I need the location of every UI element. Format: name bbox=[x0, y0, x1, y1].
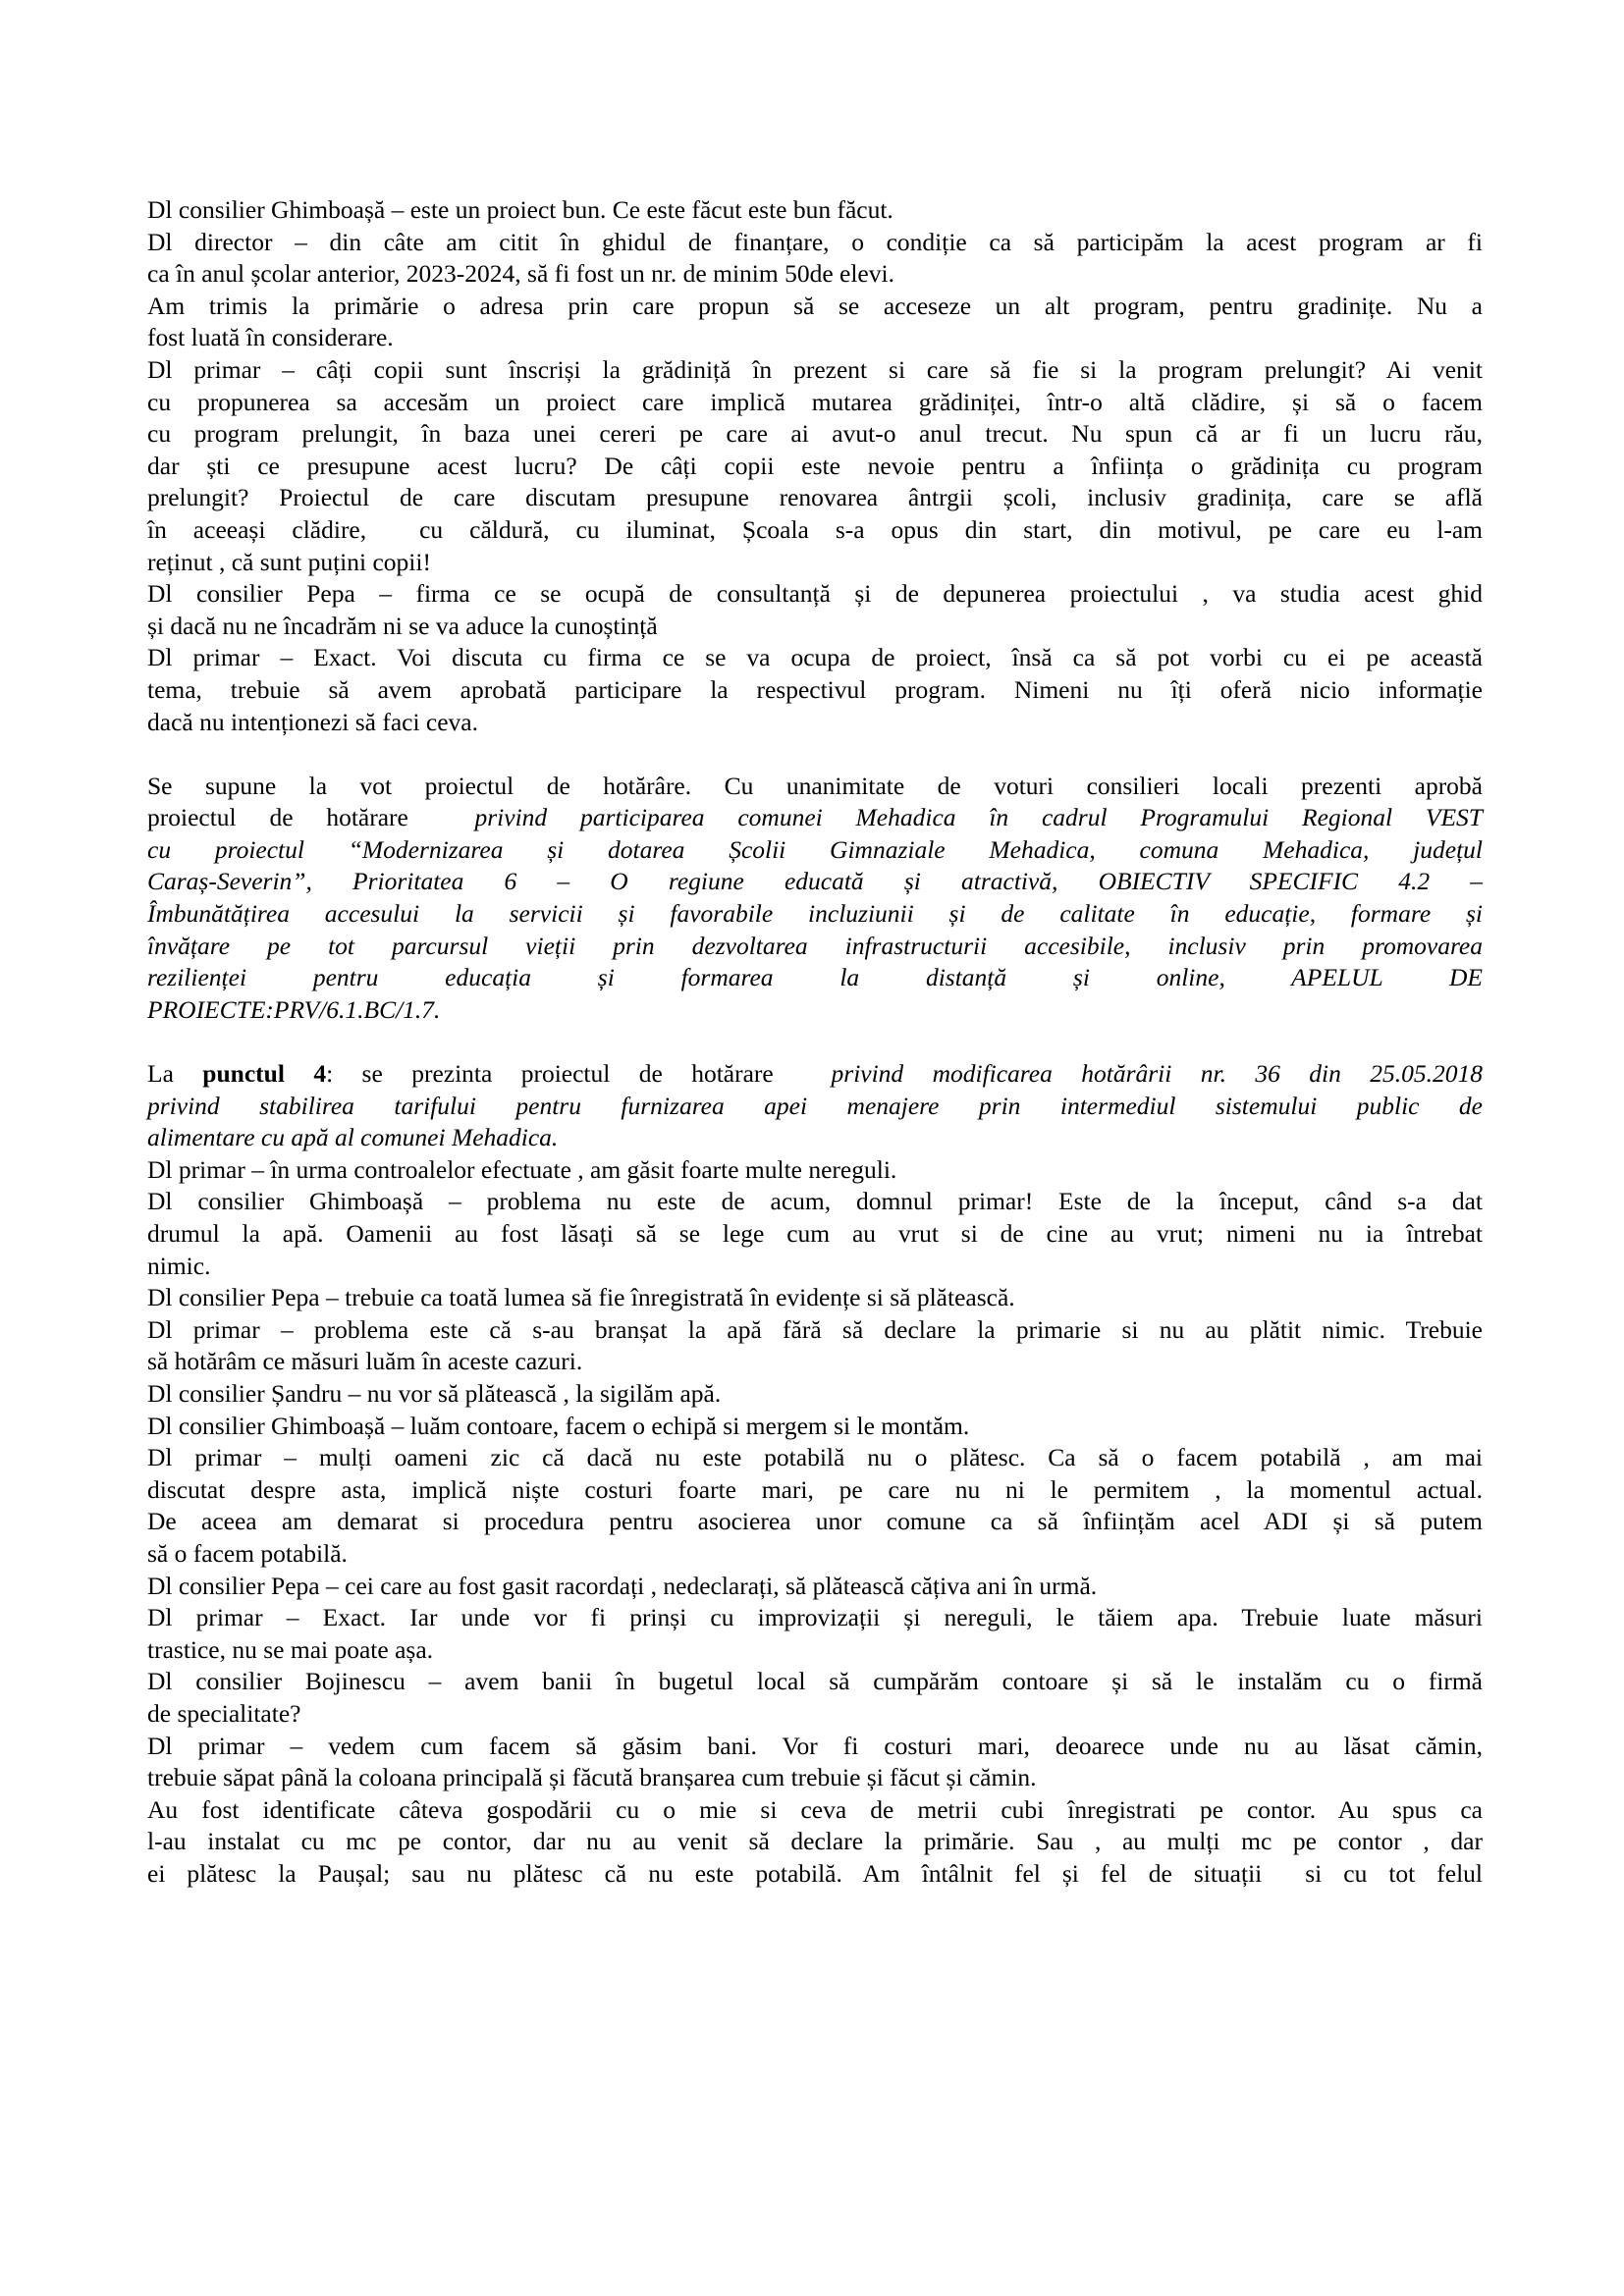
vote-paragraph bbox=[147, 771, 1483, 1027]
text-line bbox=[147, 834, 1483, 867]
text-line bbox=[147, 1218, 1483, 1251]
paragraph-gap bbox=[147, 738, 1483, 771]
text-run: trebuie săpat până la coloana principală și făcută branșarea cum trebuie și făcut și cămin. bbox=[147, 1763, 1037, 1792]
italic-text: Caraș-Severin”, Prioritatea 6 – O regiune educată și atractivă, OBIECTIV SPECIFIC 4.2 – bbox=[147, 867, 1483, 896]
text-run: Se supune la vot proiectul de hotărâre. Cu unanimitate de voturi consilieri locali prezenti aprobă bbox=[147, 771, 1483, 800]
text-line bbox=[147, 1154, 1483, 1187]
text-run: : se prezinta proiectul de hotărare bbox=[326, 1059, 832, 1089]
text-run: nimic. bbox=[147, 1251, 211, 1280]
text-run: De aceea am demarat si procedura pentru asocierea unor comune ca să înființăm acel ADI și să putem bbox=[147, 1507, 1483, 1536]
text-line bbox=[147, 1091, 1483, 1123]
text-line bbox=[147, 1411, 1483, 1443]
text-line bbox=[147, 1314, 1483, 1347]
text-line bbox=[147, 1794, 1483, 1827]
text-line bbox=[147, 1538, 1483, 1571]
italic-text: PROIECTE:PRV/6.1.BC/1.7. bbox=[147, 994, 441, 1024]
text-line: Dl consilier Ghimboașă – este un proiect bun. Ce este făcut este bun făcut. bbox=[147, 195, 893, 224]
italic-text: privind modificarea hotărârii nr. 36 din 25.05.2018 bbox=[831, 1059, 1483, 1089]
text-line: în aceeași clădire, cu căldură, cu iluminat, Școala s-a opus din start, din motivul, pe care eu l-am bbox=[147, 514, 1483, 544]
document-page bbox=[147, 194, 1483, 1890]
text-line: dar ști ce presupune acest lucru? De câți copii este nevoie pentru a înființa o grădinița cu program bbox=[147, 451, 1483, 480]
text-run: să hotărâm ce măsuri luăm în aceste cazuri. bbox=[147, 1347, 583, 1376]
text-run: Au fost identificate câteva gospodării cu o mie si ceva de metrii cubi înregistrati pe contor. Au spus ca bbox=[147, 1794, 1483, 1824]
text-run: Dl primar – mulți oameni zic că dacă nu este potabilă nu o plătesc. Ca să o facem potabilă , am mai bbox=[147, 1443, 1483, 1472]
text-line: ca în anul școlar anterior, 2023-2024, să fi fost un nr. de minim 50de elevi. bbox=[147, 259, 894, 289]
discussion-block-point-3 bbox=[147, 194, 1483, 738]
italic-text: rezilienței pentru educația și formarea la distanță și online, APELUL DE bbox=[147, 963, 1483, 992]
text-line bbox=[147, 1282, 1483, 1314]
text-line: fost luată în considerare. bbox=[147, 323, 394, 352]
text-line: cu program prelungit, în baza unei cereri pe care ai avut-o anul trecut. Nu spun că ar fi un lucru rău, bbox=[147, 419, 1483, 449]
text-run: proiectul de hotărare bbox=[147, 803, 475, 832]
text-line bbox=[147, 1506, 1483, 1538]
text-run: discutat despre asta, implică niște costuri foarte mari, pe care nu ni le permitem , la momentul actual. bbox=[147, 1474, 1483, 1504]
text-line bbox=[147, 1762, 1483, 1794]
point-4-section bbox=[147, 1058, 1483, 1890]
italic-text: învățare pe tot parcursul vieții prin dezvoltarea infrastructurii accesibile, inclusiv prin promovarea bbox=[147, 931, 1483, 960]
text-line: reținut , că sunt puțini copii! bbox=[147, 547, 431, 576]
text-line bbox=[147, 866, 1483, 898]
text-run: de specialitate? bbox=[147, 1698, 301, 1728]
text-line: Dl director – din câte am citit în ghidul de finanțare, o condiție ca să participăm la acest program ar fi bbox=[147, 227, 1483, 256]
italic-text: privind participarea comunei Mehadica în cadrul Programului Regional VEST bbox=[474, 803, 1483, 832]
text-line: Dl consilier Pepa – firma ce se ocupă de consultanță și de depunerea proiectului , va studia acest ghid bbox=[147, 579, 1483, 609]
text-run: Dl primar – problema este că s-au branșat la apă fără să declare la primarie si nu au plătit nimic. Trebuie bbox=[147, 1314, 1483, 1344]
text-run: Dl consilier Bojinescu – avem banii în bugetul local să cumpărăm contoare și să le instalăm cu o firmă bbox=[147, 1667, 1483, 1696]
text-run: trastice, nu se mai poate așa. bbox=[147, 1634, 434, 1664]
text-line: Am trimis la primărie o adresa prin care propun să se acceseze un alt program, pentru gradinițe. Nu a bbox=[147, 291, 1483, 320]
text-run: Dl consilier Pepa – trebuie ca toată lumea să fie înregistrată în evidențe si să plătească. bbox=[147, 1283, 1015, 1312]
text-line bbox=[147, 1666, 1483, 1698]
text-line bbox=[147, 1571, 1483, 1603]
text-run: Dl consilier Pepa – cei care au fost gasit racordați , nedeclarați, să plătească cățiva ani în urmă. bbox=[147, 1571, 1098, 1600]
text-line: tema, trebuie să avem aprobată participare la respectivul program. Nimeni nu îți oferă nicio informație bbox=[147, 674, 1483, 704]
text-line bbox=[147, 1731, 1483, 1763]
text-run: să o facem potabilă. bbox=[147, 1538, 348, 1568]
paragraph-gap bbox=[147, 1026, 1483, 1058]
text-line bbox=[147, 931, 1483, 963]
text-run: Dl consilier Ghimboașă – problema nu este de acum, domnul primar! Este de la început, când s-a dat bbox=[147, 1187, 1483, 1216]
text-line bbox=[147, 1186, 1483, 1218]
text-line bbox=[147, 962, 1483, 994]
text-line bbox=[147, 1058, 1483, 1091]
text-run: ei plătesc la Paușal; sau nu plătesc că nu este potabilă. Am întâlnit fel și fel de situații si cu tot felul bbox=[147, 1858, 1483, 1888]
text-run: Dl consilier Ghimboașă – luăm contoare, facem o echipă si mergem si le montăm. bbox=[147, 1411, 970, 1440]
text-run: La bbox=[147, 1059, 203, 1089]
text-line bbox=[147, 1442, 1483, 1474]
text-line: Dl primar – câți copii sunt înscriși la grădiniță în prezent si care să fie si la program prelungit? Ai venit bbox=[147, 354, 1483, 384]
text-line bbox=[147, 1698, 1483, 1731]
text-line bbox=[147, 1602, 1483, 1634]
text-line bbox=[147, 1251, 1483, 1283]
text-run: Dl primar – în urma controalelor efectuate , am găsit foarte multe nereguli. bbox=[147, 1154, 897, 1184]
italic-text: alimentare cu apă al comunei Mehadica. bbox=[147, 1123, 559, 1152]
text-run: Dl primar – Exact. Iar unde vor fi prinși cu improvizații și nereguli, le tăiem apa. Trebuie luate măsuri bbox=[147, 1603, 1483, 1632]
text-line bbox=[147, 1826, 1483, 1858]
text-line bbox=[147, 802, 1483, 834]
italic-text: privind stabilirea tarifului pentru furnizarea apei menajere prin intermediul sistemului public de bbox=[147, 1091, 1483, 1120]
text-line bbox=[147, 994, 1483, 1027]
text-line: cu propunerea sa accesăm un proiect care implică mutarea grădiniței, într-o altă clădire, și să o facem bbox=[147, 387, 1483, 416]
text-line bbox=[147, 1474, 1483, 1507]
bold-text: punctul 4 bbox=[202, 1059, 327, 1089]
text-run: Dl primar – vedem cum facem să găsim bani. Vor fi costuri mari, deoarece unde nu au lăsat cămin, bbox=[147, 1731, 1483, 1760]
italic-text: Îmbunătățirea accesului la servicii și favorabile incluziunii și de calitate în educație, formare și bbox=[147, 899, 1483, 929]
text-line: dacă nu intenționezi să faci ceva. bbox=[147, 707, 478, 736]
text-line: și dacă nu ne încadrăm ni se va aduce la cunoștință bbox=[147, 611, 658, 640]
text-line: prelungit? Proiectul de care discutam presupune renovarea ântrgii școli, inclusiv gradinița, care se află bbox=[147, 483, 1483, 512]
text-line bbox=[147, 898, 1483, 931]
text-run: Dl consilier Șandru – nu vor să plătească , la sigilăm apă. bbox=[147, 1378, 722, 1408]
text-line bbox=[147, 1858, 1483, 1891]
italic-text: cu proiectul “Modernizarea și dotarea Școlii Gimnaziale Mehadica, comuna Mehadica, județul bbox=[147, 834, 1483, 864]
text-line bbox=[147, 771, 1483, 803]
text-line bbox=[147, 1634, 1483, 1667]
text-line bbox=[147, 1122, 1483, 1154]
text-line bbox=[147, 1378, 1483, 1411]
text-line bbox=[147, 1346, 1483, 1378]
text-run: drumul la apă. Oamenii au fost lăsați să se lege cum au vrut si de cine au vrut; nimeni nu ia întrebat bbox=[147, 1219, 1483, 1248]
text-line: Dl primar – Exact. Voi discuta cu firma ce se va ocupa de proiect, însă ca să pot vorbi cu ei pe această bbox=[147, 643, 1483, 672]
text-run: l-au instalat cu mc pe contor, dar nu au venit să declare la primărie. Sau , au mulți mc pe contor , dar bbox=[147, 1827, 1483, 1856]
